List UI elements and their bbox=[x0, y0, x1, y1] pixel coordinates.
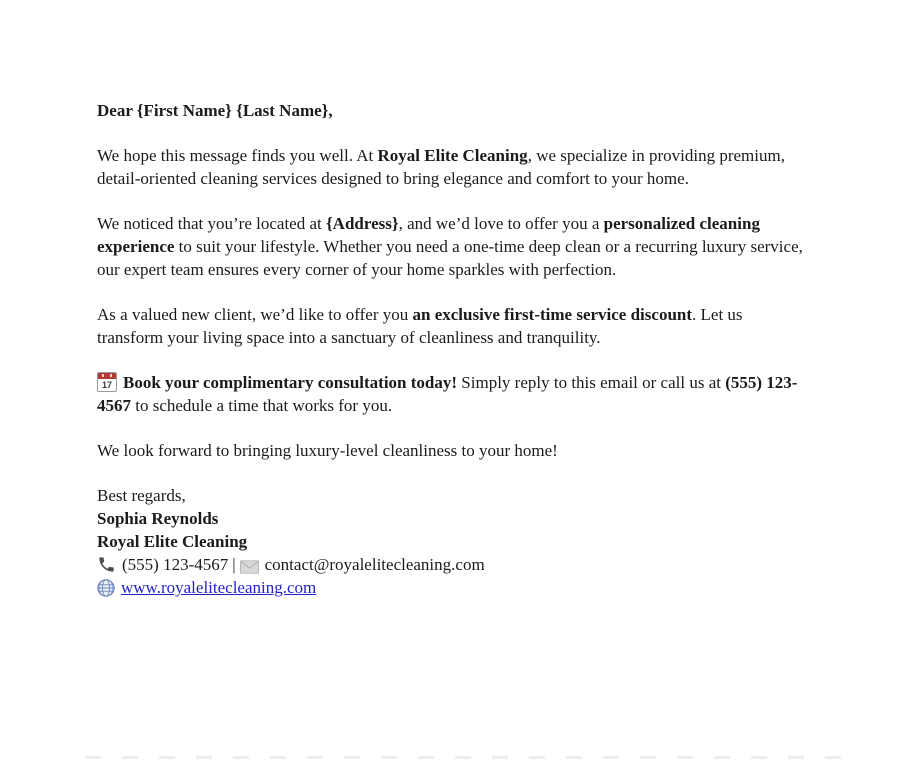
signature-email: contact@royalelitecleaning.com bbox=[264, 555, 485, 574]
paragraph-intro bbox=[97, 144, 811, 190]
paragraph-discount bbox=[97, 303, 811, 349]
text-run: , we specialize in providing premium, detail-oriented cleaning services designed to bring elegance and comfort to your home. bbox=[97, 146, 785, 188]
personalized-experience-bold: personalized cleaning experience bbox=[97, 214, 760, 256]
signature-phone: (555) 123-4567 bbox=[122, 555, 229, 574]
paragraph-offer bbox=[97, 212, 811, 281]
signature-name: Sophia Reynolds bbox=[97, 509, 219, 528]
cta-phone-bold: (555) 123-4567 bbox=[97, 373, 798, 415]
text-run: . Let us transform your living space into a sanctuary of cleanliness and tranquility. bbox=[97, 305, 743, 347]
signature-contact-line bbox=[97, 553, 811, 576]
envelope-icon bbox=[240, 560, 259, 574]
signature-block bbox=[97, 484, 811, 599]
company-name-bold: Royal Elite Cleaning bbox=[377, 146, 528, 165]
separator: | bbox=[232, 555, 236, 574]
address-placeholder-bold: {Address} bbox=[325, 214, 399, 233]
paragraph-closing: We look forward to bringing luxury-level cleanliness to your home! bbox=[97, 441, 558, 460]
salutation: Dear {First Name} {Last Name}, bbox=[97, 101, 333, 120]
text-run: to schedule a time that works for you. bbox=[131, 396, 393, 415]
paragraph-cta bbox=[97, 371, 811, 417]
cta-bold: Book your complimentary consultation today! bbox=[123, 373, 458, 392]
text-run: As a valued new client, we’d like to offer you bbox=[97, 305, 413, 324]
text-run: Simply reply to this email or call us at bbox=[457, 373, 726, 392]
text-run: We hope this message finds you well. At bbox=[97, 146, 378, 165]
website-link[interactable]: www.royalelitecleaning.com bbox=[121, 578, 317, 597]
page-bottom-crop-artifact bbox=[85, 756, 847, 759]
text-run: to suit your lifestyle. Whether you need a one-time deep clean or a recurring luxury service, our expert team ensures every corner of your home sparkles with perfection. bbox=[97, 237, 803, 279]
signature-company: Royal Elite Cleaning bbox=[97, 532, 248, 551]
phone-receiver-icon bbox=[97, 555, 116, 574]
discount-bold: an exclusive first-time service discount bbox=[412, 305, 693, 324]
signature-web-line bbox=[97, 576, 811, 599]
letter-body bbox=[97, 99, 811, 599]
calendar-icon-header bbox=[98, 373, 116, 379]
calendar-icon bbox=[97, 372, 117, 392]
globe-icon bbox=[97, 579, 115, 597]
calendar-icon-day: 17 bbox=[101, 380, 112, 390]
text-run: We noticed that you’re located at bbox=[97, 214, 326, 233]
signature-regards: Best regards, bbox=[97, 486, 186, 505]
text-run: , and we’d love to offer you a bbox=[398, 214, 604, 233]
